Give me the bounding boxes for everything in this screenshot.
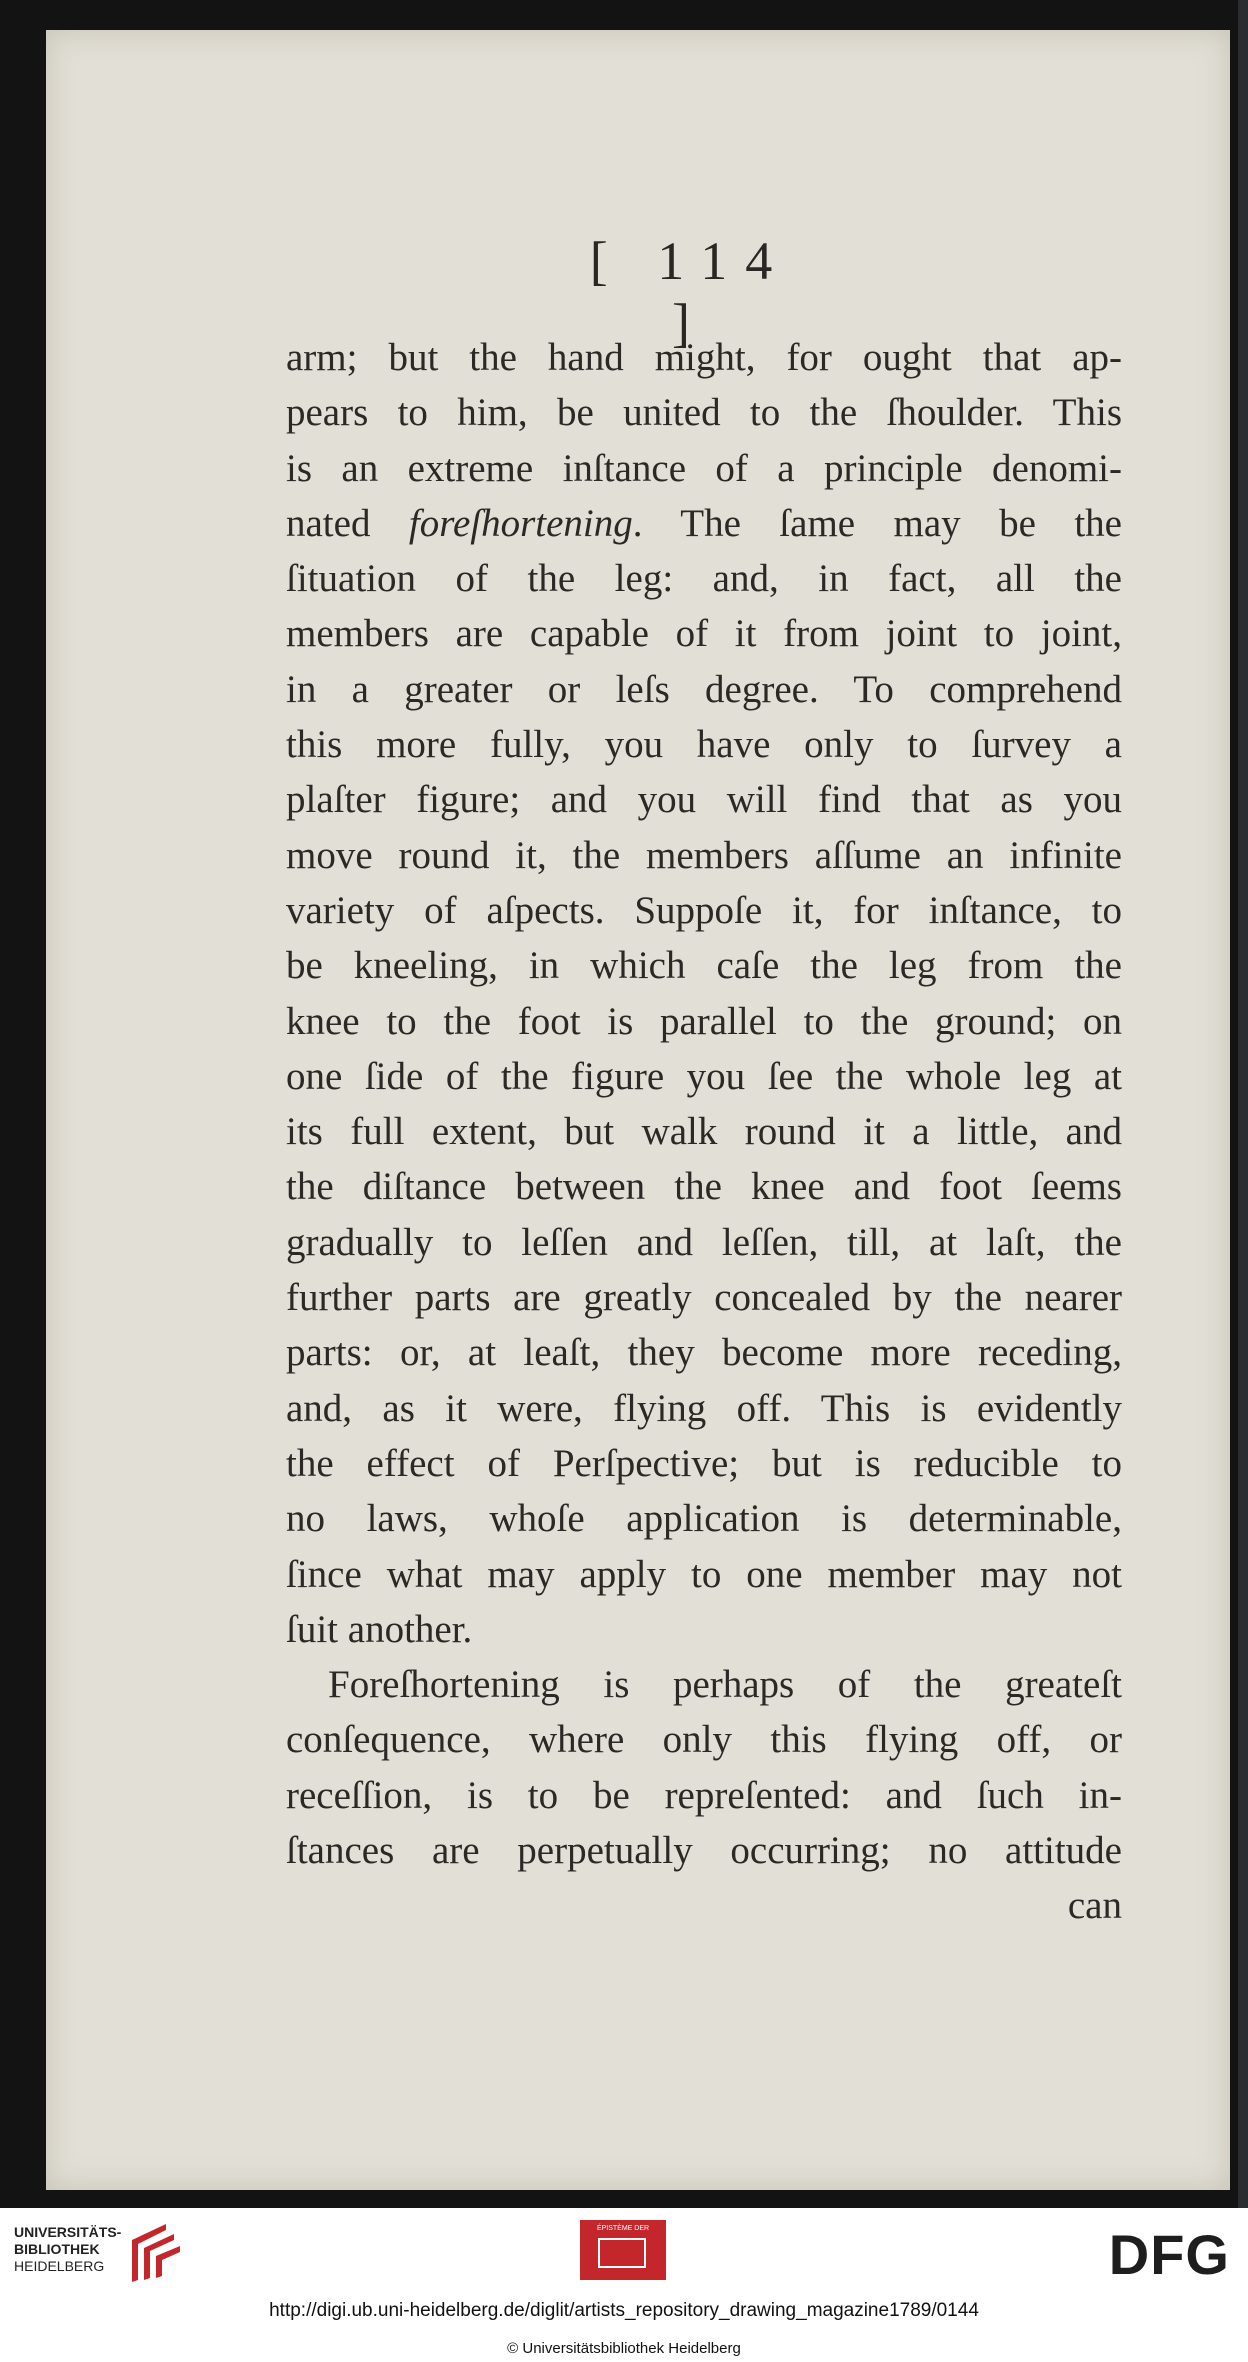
catchword: can <box>1067 1884 1122 1928</box>
text-line: arm; but the hand might, for ought that ap- <box>286 336 1122 379</box>
text-segment: . The ſame may be the <box>632 501 1122 545</box>
text-line: conſequence, where only this flying off, or <box>286 1718 1122 1762</box>
text-line: the diſtance between the knee and foot ſeems <box>286 1165 1122 1209</box>
text-line: ſince what may apply to one member may not <box>286 1552 1122 1596</box>
logo-text-line: HEIDELBERG <box>14 2258 105 2274</box>
copyright-notice: © Universitätsbibliothek Heidelberg <box>507 2340 741 2357</box>
permalink-url[interactable]: http://digi.ub.uni-heidelberg.de/diglit/artists_repository_drawing_magazine1789/0144 <box>269 2300 979 2321</box>
italic-term: foreſhortening <box>408 501 633 545</box>
text-line: receſſion, is to be repreſented: and ſuch in- <box>286 1773 1122 1817</box>
viewer-footer <box>0 2208 1248 2362</box>
text-line: pears to him, be united to the ſhoulder. This <box>286 391 1122 435</box>
text-line: and, as it were, flying off. This is evidently <box>286 1386 1122 1430</box>
university-library-logo[interactable] <box>14 2220 194 2290</box>
text-line: its full extent, but walk round it a little, and <box>286 1110 1122 1154</box>
text-line: move round it, the members aſſume an infinite <box>286 833 1122 877</box>
project-logo-frame <box>598 2238 646 2268</box>
text-line: this more fully, you have only to ſurvey a <box>286 723 1122 767</box>
text-line: ſituation of the leg: and, in fact, all the <box>286 557 1122 601</box>
text-line: Foreſhortening is perhaps of the greateſt <box>328 1663 1122 1707</box>
page-body-text <box>286 330 1122 1934</box>
text-line: one ſide of the figure you ſee the whole leg at <box>286 1054 1122 1098</box>
page-number: [ 114 ] <box>589 231 791 353</box>
logo-text-line: UNIVERSITÄTS- <box>14 2224 122 2240</box>
text-line: knee to the foot is parallel to the ground; on <box>286 999 1122 1043</box>
project-logo[interactable] <box>580 2220 666 2280</box>
text-line: be kneeling, in which caſe the leg from the <box>286 944 1122 988</box>
text-line: ſtances are perpetually occurring; no attitude <box>286 1829 1122 1873</box>
text-line: further parts are greatly concealed by the nearer <box>286 1276 1122 1320</box>
text-line: ſuit another. <box>286 1607 473 1651</box>
dfg-logo[interactable]: DFG <box>1108 2223 1230 2286</box>
text-line: variety of aſpects. Suppoſe it, for inſtance, to <box>286 888 1122 932</box>
text-line: is an extreme inſtance of a principle denomi- <box>286 446 1122 490</box>
project-logo-text: ÉPISTÈME DER <box>596 2225 650 2232</box>
text-line: no laws, whoſe application is determinable, <box>286 1497 1122 1541</box>
text-line <box>286 496 1122 551</box>
text-line: in a greater or leſs degree. To comprehend <box>286 667 1122 711</box>
text-line: gradually to leſſen and leſſen, till, at laſt, the <box>286 1220 1122 1264</box>
scan-edge-strip <box>1238 0 1248 2208</box>
text-line: parts: or, at leaſt, they become more receding, <box>286 1331 1122 1375</box>
text-line: members are capable of it from joint to joint, <box>286 612 1122 656</box>
text-line: plaſter figure; and you will find that as you <box>286 778 1122 822</box>
text-segment: nated <box>286 501 409 545</box>
university-library-name <box>14 2224 121 2275</box>
text-line: the effect of Perſpective; but is reducible to <box>286 1441 1122 1485</box>
logo-text-line: BIBLIOTHEK <box>14 2241 100 2257</box>
library-mark-icon <box>126 2220 186 2286</box>
